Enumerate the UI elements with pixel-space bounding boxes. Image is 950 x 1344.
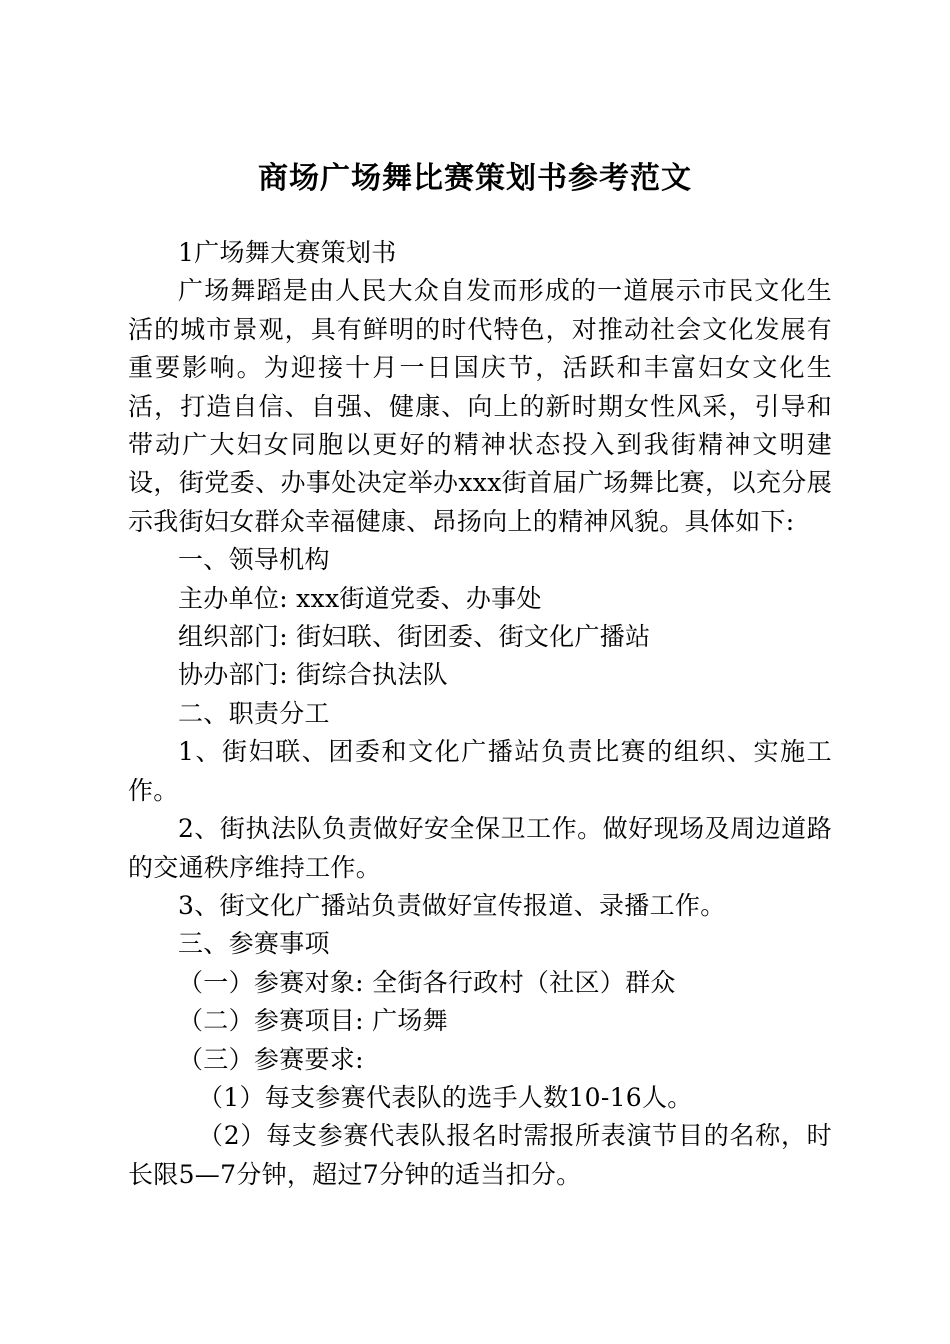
document-body bbox=[128, 234, 832, 1194]
co-organizer-line: 协办部门: 街综合执法队 bbox=[178, 660, 448, 690]
organizer-line: 组织部门: 街妇联、街团委、街文化广播站 bbox=[178, 622, 651, 652]
intro-paragraph: 广场舞蹈是由人民大众自发而形成的一道展示市民文化生活的城市景观，具有鲜明的时代特色，对推动社会文化发展有重要影响。为迎接十月一日国庆节，活跃和丰富妇女文化生活，打造自信、自强、健康、向上的新时期女性风采，引导和带动广大妇女同胞以更好的精神状态投入到我街精神文明建设，街党委、办事处决定举办xxx街首届广场舞比赛，以充分展示我街妇女群众幸福健康、昂扬向上的精神风貌。具体如下: bbox=[128, 276, 832, 536]
participation-target: （一）参赛对象: 全街各行政村（社区）群众 bbox=[178, 967, 676, 997]
section-heading-duties: 二、职责分工 bbox=[178, 698, 330, 728]
participation-requirements: （三）参赛要求: bbox=[178, 1044, 364, 1074]
duty-item-2: 2、街执法队负责做好安全保卫工作。做好现场及周边道路的交通秩序维持工作。 bbox=[128, 814, 832, 882]
host-unit-line: 主办单位: xxx街道党委、办事处 bbox=[178, 583, 542, 613]
section-heading-leadership: 一、领导机构 bbox=[178, 545, 330, 575]
section-heading-plan: 1广场舞大赛策划书 bbox=[178, 238, 397, 267]
section-heading-participation: 三、参赛事项 bbox=[178, 929, 330, 959]
participation-event: （二）参赛项目: 广场舞 bbox=[178, 1006, 448, 1036]
requirement-item-2: （2）每支参赛代表队报名时需报所表演节目的名称，时长限5—7分钟，超过7分钟的适当扣分。 bbox=[128, 1121, 832, 1189]
duty-item-1: 1、街妇联、团委和文化广播站负责比赛的组织、实施工作。 bbox=[128, 737, 832, 805]
document-title: 商场广场舞比赛策划书参考范文 bbox=[258, 161, 692, 196]
duty-item-3: 3、街文化广播站负责做好宣传报道、录播工作。 bbox=[178, 890, 726, 920]
requirement-item-1: （1）每支参赛代表队的选手人数10-16人。 bbox=[198, 1082, 693, 1112]
